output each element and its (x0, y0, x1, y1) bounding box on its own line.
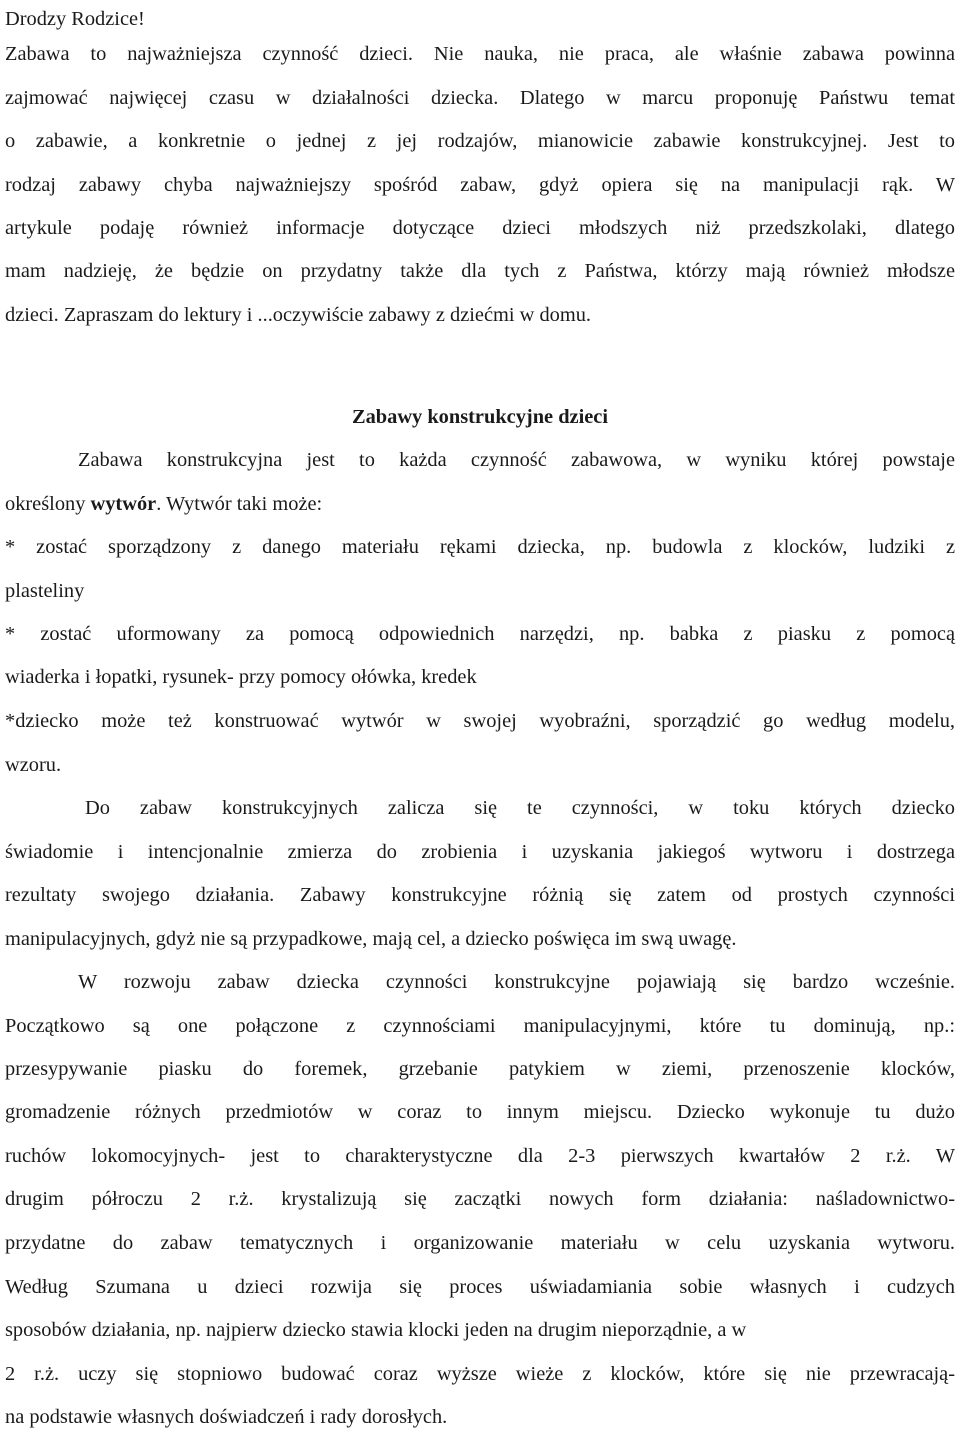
paragraph-line: W rozwoju zabaw dziecka czynności konstrukcyjne pojawiają się bardzo wcześnie. (78, 971, 955, 993)
paragraph-line: drugim półroczu 2 r.ż. krystalizują się zaczątki nowych form działania: naśladownictwo- (5, 1188, 955, 1210)
definition-line (5, 482, 955, 526)
section-heading: Zabawy konstrukcyjne dzieci (351, 406, 609, 428)
bullet-line: * zostać sporządzony z danego materiału rękami dziecka, np. budowla z klocków, ludziki z (5, 536, 955, 558)
greeting: Drodzy Rodzice! (5, 8, 145, 30)
paragraph-line: świadomie i intencjonalnie zmierza do zrobienia i uzyskania jakiegoś wytworu i dostrzega (5, 841, 955, 863)
paragraph-line: Według Szumana u dzieci rozwija się proces uświadamiania sobie własnych i cudzych (5, 1276, 955, 1298)
paragraph-line: ruchów lokomocyjnych- jest to charakterystyczne dla 2-3 pierwszych kwartałów 2 r.ż. W (5, 1145, 955, 1167)
bullet-line: plasteliny (5, 580, 85, 602)
paragraph-line: na podstawie własnych doświadczeń i rady dorosłych. (5, 1406, 448, 1428)
intro-line: Zabawa to najważniejsza czynność dzieci. Nie nauka, nie praca, ale właśnie zabawa powinna (5, 43, 955, 65)
definition-text: określony (5, 493, 91, 515)
intro-line: dzieci. Zapraszam do lektury i ...oczywiście zabawy z dziećmi w domu. (5, 304, 592, 326)
intro-line: zajmować najwięcej czasu w działalności dziecka. Dlatego w marcu proponuję Państwu temat (5, 87, 955, 109)
paragraph-line: przesypywanie piasku do foremek, grzebanie patykiem w ziemi, przenoszenie klocków, (5, 1058, 955, 1080)
definition-text: . Wytwór taki może: (156, 493, 323, 515)
paragraph-line: gromadzenie różnych przedmiotów w coraz to innym miejscu. Dziecko wykonuje tu dużo (5, 1101, 955, 1123)
paragraph-line: sposobów działania, np. najpierw dziecko stawia klocki jeden na drugim nieporządnie, a w (5, 1319, 747, 1341)
bullet-line: wzoru. (5, 754, 62, 776)
paragraph-line: 2 r.ż. uczy się stopniowo budować coraz wyższe wieże z klocków, które się nie przewracają- (5, 1363, 955, 1385)
bullet-line: wiaderka i łopatki, rysunek- przy pomocy ołówka, kredek (5, 666, 477, 688)
definition-line: Zabawa konstrukcyjna jest to każda czynność zabawowa, w wyniku której powstaje (78, 449, 955, 471)
intro-line: artykule podaję również informacje dotyczące dzieci młodszych niż przedszkolaki, dlatego (5, 217, 955, 239)
intro-line: rodzaj zabawy chyba najważniejszy spośród zabaw, gdyż opiera się na manipulacji rąk. W (5, 174, 955, 196)
bullet-line: *dziecko może też konstruować wytwór w swojej wyobraźni, sporządzić go według modelu, (5, 710, 955, 732)
definition-bold-term: wytwór (90, 493, 157, 515)
paragraph-line: manipulacyjnych, gdyż nie są przypadkowe, mają cel, a dziecko poświęca im swą uwagę. (5, 928, 737, 950)
intro-line: o zabawie, a konkretnie o jednej z jej rodzajów, mianowicie zabawie konstrukcyjnej. Jest to (5, 130, 955, 152)
bullet-line: * zostać uformowany za pomocą odpowiednich narzędzi, np. babka z piasku z pomocą (5, 623, 955, 645)
paragraph-line: Początkowo są one połączone z czynnościami manipulacyjnymi, które tu dominują, np.: (5, 1015, 955, 1037)
paragraph-line: przydatne do zabaw tematycznych i organizowanie materiału w celu uzyskania wytworu. (5, 1232, 955, 1254)
intro-line: mam nadzieję, że będzie on przydatny także dla tych z Państwa, którzy mają również młodsze (5, 260, 955, 282)
paragraph-line: Do zabaw konstrukcyjnych zalicza się te czynności, w toku których dziecko (85, 797, 955, 819)
paragraph-line: rezultaty swojego działania. Zabawy konstrukcyjne różnią się zatem od prostych czynności (5, 884, 955, 906)
